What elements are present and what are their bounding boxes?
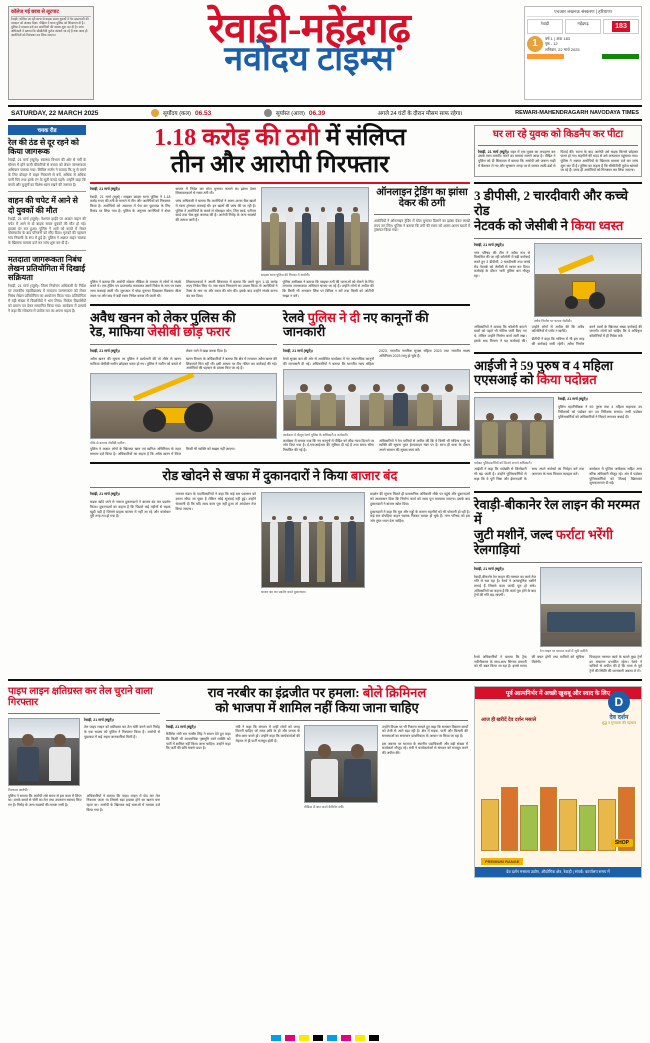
bottom-left-caption: गिरफ्तार आरोपी। xyxy=(8,787,29,792)
divider xyxy=(90,182,470,184)
rail-story xyxy=(8,196,86,245)
mid-right-para: पुलिस महानिरीक्षक ने 59 पुरुष तथा 4 महिला सहायक उप निरीक्षकों को पदोन्नत कर उप निरीक्षक बनाया। सभी पदोन्नत पुलिसकर्मियों को अधिकारियों ने सितारे लगाकर बधाई दी। xyxy=(558,405,642,419)
lead-para: रेवाड़ी, 21 मार्च (ब्यूरो)। साइबर क्राइम थाना पुलिस ने 1.18 करोड़ रुपए की ठगी के मामले में तीन और आरोपियों को गिरफ्तार किया है। आरोपियों को अदालत में पेश कर पूछताछ के लिए रिमांड पर लिया गया है। पुलिस के अनुसार आरोपियों ने शेयर बाजार में निवेश कर मोटा मुनाफा कमाने का झांसा देकर शिकायतकर्ता से रकम ठगी थी। xyxy=(90,186,256,213)
rail-story xyxy=(8,138,86,187)
paper-title-hindi: रेवाड़ी-महेंद्रगढ़ xyxy=(208,5,410,51)
ad-headline: पूर्व आत्मनिर्भर में अच्छी खुशबू और स्वाद के लिए xyxy=(475,687,641,699)
masthead-title-block xyxy=(100,5,518,79)
lead-headline-line1 xyxy=(90,125,470,152)
issue-number: वर्ष 1 | अंक 183 xyxy=(545,36,571,42)
divider xyxy=(90,462,470,464)
right-top-byline: रेवाड़ी, 21 मार्च (ब्यूरो)। xyxy=(478,149,510,154)
sunset-time: 06.39 xyxy=(308,109,326,117)
right-second-headline-1: 3 डीपीसी, 2 चारदीवारी और कच्चे रोड xyxy=(474,187,628,218)
photo-people xyxy=(266,207,364,264)
lower-right-para: रेलवे अधिकारियों ने बताया कि ट्रैक नवीनीकरण के साथ-साथ सिग्नल प्रणाली को भी उन्नत किया जा रहा है। इससे समय की बचत होगी तथा यात्रियों को सुविधा मिलेगी। xyxy=(474,654,585,669)
mid-right-para: कार्यक्रम में पुलिस अधीक्षक सहित अन्य वरिष्ठ अधिकारी मौजूद रहे। अंत में पदोन्नत पुलिसकर्मियों को मिठाई खिलाकर शुभकामनाएं दी गईं। xyxy=(589,467,642,486)
lead-para: जांच अधिकारी ने बताया कि आरोपियों ने अलग-अलग बैंक खातों में रकम ट्रांसफर करवाई थी। इन खातों की जांच की जा रही है। पुलिस ने आरोपियों के कब्जे से मोबाइल फोन, सिम कार्ड, एटीएम कार्ड तथा चेक बुक बरामद की है। आरोपी गिरोह के अन्य सदस्यों की तलाश जारी है। xyxy=(175,199,256,222)
divider xyxy=(374,214,470,215)
mid-left-para: अवैध खनन की सूचना पर पुलिस ने छापेमारी की तो मौके से खनन माफिया जेसीबी मशीन छोड़कर फरार हो गए। पुलिस ने मशीन को कब्जे में लेकर थाने में खड़ा करवा दिया है। xyxy=(90,349,228,366)
divider xyxy=(474,491,642,493)
mid-right-body xyxy=(558,397,642,419)
bottom-left-para: अधिकारियों ने बताया कि पाइप लाइन में छेद कर तेल निकाला जाता था जिससे बड़ा हादसा होने का खतरा बना रहता था। आरोपी के खिलाफ कई धाराओं में मामला दर्ज किया गया है। xyxy=(86,793,160,812)
divider xyxy=(474,182,642,184)
paper-subtitle-hindi: नवोदय टाइम्स xyxy=(224,41,394,79)
page-count: पृष्ठ - 12 xyxy=(545,41,558,47)
moon-icon xyxy=(264,109,272,117)
masthead-edition-box xyxy=(524,6,642,100)
lower-left-para: सड़क खोदे जाने से नाराज दुकानदारों ने बाजार बंद कर प्रदर्शन किया। दुकानदारों का कहना है कि पिछले कई महीनों से सड़क खुदी पड़ी है जिससे ग्राहक बाजार में नहीं आ रहे और कारोबार पूरी तरह ठप हो गया है। xyxy=(90,500,171,519)
right-top-story xyxy=(474,125,642,177)
date-bar xyxy=(8,105,642,121)
right-second-story xyxy=(474,189,642,347)
mid-left-story xyxy=(90,311,277,457)
photo-people xyxy=(12,734,76,780)
ad-shop-button[interactable]: SHOP xyxy=(611,839,633,847)
lower-left-story xyxy=(90,469,470,595)
bottom-center-para: उन्होंने विपक्ष पर भी निशाना साधते हुए कहा कि सरकार विकास कार्यों को तेजी से आगे बढ़ा रही है। क्षेत्र में सड़क, पानी और बिजली की समस्याओं का समाधान प्राथमिकता के आधार पर किया जा रहा है। xyxy=(382,724,468,738)
right-second-body-2 xyxy=(474,325,642,347)
right-second-headline-red: किया ध्वस्त xyxy=(571,217,624,233)
sunrise-time: 06.53 xyxy=(195,109,212,117)
mid-center-headline-post: नए कानूनों की जानकारी xyxy=(283,309,429,340)
lower-left-headline-red: बाजार बंद xyxy=(350,467,398,483)
right-top-body xyxy=(478,150,638,173)
lower-right-headline-red: फर्राटा भरेंगी xyxy=(555,527,613,542)
side-brief-headline: कॉलेज गई छात्रा से लूटपाट xyxy=(11,9,91,17)
lead-body-rest xyxy=(90,280,470,299)
bottom-left-headline: पाइप लाइन क्षतिग्रस्त कर तेल चुराने वाला गिरफ्तार xyxy=(8,685,153,709)
lower-right-headline-post: रेलगाड़ियां xyxy=(474,541,521,557)
right-column xyxy=(474,125,642,674)
mid-center-photo xyxy=(283,369,470,431)
sunrise-segment xyxy=(151,109,211,117)
mid-center-para: कार्यक्रम में बताया गया कि नए कानूनों में पीड़ित को शीघ्र न्याय दिलाने पर जोर दिया गया है। ई-एफआईआर की सुविधा दी गई है तथा समय सीमा निर्धारित की गई है। xyxy=(283,438,374,452)
mid-right-byline: रेवाड़ी, 21 मार्च (ब्यूरो)। xyxy=(558,397,589,402)
photo-people xyxy=(478,413,550,455)
bottom-center-body xyxy=(166,725,300,752)
edition-date: शनिवार, 22 मार्च 2025 xyxy=(545,46,580,52)
lead-headline-line2: तीन और आरोपी गिरफ्तार xyxy=(170,151,390,178)
rail-text: रेवाड़ी, 21 मार्च (ब्यूरो)। जिला निर्वाचन अधिकारी के निर्देश पर राजकीय महाविद्यालय में मतदाता जागरूकता को लेकर निबंध लेखन प्रतियोगिता का आयोजन किया गया। प्रतियोगिता में बड़ी संख्या में विद्यार्थियों ने भाग लिया। विजेता विद्यार्थियों को प्रमाण पत्र देकर सम्मानित किया गया। कार्यक्रम में प्राचार्य ने कहा कि लोकतंत्र में प्रत्येक मत का अपना महत्व है। xyxy=(8,284,86,313)
divider xyxy=(8,191,86,192)
mid-left-headline-1: अवैध खनन को लेकर पुलिस की xyxy=(90,309,236,325)
mid-right-photo xyxy=(474,397,554,459)
right-second-headline-pre: नेटवर्क को जेसीबी ने xyxy=(474,217,568,233)
lead-para: शिकायतकर्ता ने अपनी शिकायत में बताया कि उसने कुल 1.18 करोड़ रुपए निवेश किए थे। जब रकम निकालने का प्रयास किया तो आरोपियों ने टैक्स के नाम पर और रकम की मांग की। इसके बाद उन्होंने संपर्क करना बंद कर दिया। xyxy=(186,279,278,298)
masthead-side-brief xyxy=(8,6,94,100)
divider xyxy=(474,352,642,354)
rail-text: रेवाड़ी, 21 मार्च (ब्यूरो)। स्वास्थ्य विभाग की ओर से गर्मी के मौसम में होने वाली बीमारियों से बचाव को लेकर जागरूकता अभियान चलाया गया। सिविल सर्जन ने बताया कि लू से बचने के लिए दोपहर में बाहर निकलने से बचें, अधिक से अधिक पानी पिएं तथा हल्के रंग के सूती कपड़े पहनें। उन्होंने कहा कि बच्चों और बुजुर्गों का विशेष ध्यान रखने की जरूरत है। xyxy=(8,158,86,187)
right-second-byline: रेवाड़ी, 21 मार्च (ब्यूरो)। xyxy=(474,242,505,247)
mid-left-byline: रेवाड़ी, 21 मार्च (ब्यूरो)। xyxy=(90,349,121,354)
bottom-center-caption: मीडिया से बात करते कैबिनेट मंत्री। xyxy=(304,804,345,809)
rail-headline: वाहन की चपेट में आने से दो युवकों की मौत xyxy=(8,196,78,215)
brand-line: REWARI-MAHENDRAGARH NAVODAYA TIMES xyxy=(515,110,639,116)
divider xyxy=(8,713,160,714)
mid-left-body-2 xyxy=(90,447,277,456)
lower-right-caption: रेल लाइन पर मरम्मत कार्य में जुटी मशीनें। xyxy=(540,648,589,653)
mid-right-headline-1: आईजी ने 59 पुरुष व 4 महिला xyxy=(474,357,614,373)
divider xyxy=(166,720,468,721)
lower-left-para: दुकानदारों ने कहा कि धूल और गड्ढों के कारण राहगीरों को भी परेशानी हो रही है। कई बार दोपहिया वाहन चालक गिरकर घायल हो चुके हैं। नगर परिषद को इस ओर तुरंत ध्यान देना चाहिए। xyxy=(370,509,470,523)
bottom-left-photo xyxy=(8,718,80,786)
divider xyxy=(8,250,86,251)
mid-right-headline-red: किया पदोन्नत xyxy=(536,372,597,388)
side-brief-text: रेवाड़ी। कॉलेज जा रही छात्रा से बाइक सवार युवकों ने चेन झपटमारी की वारदात को अंजाम दिया। पीड़िता ने थाना पुलिस को शिकायत दी है। पुलिस ने मामला दर्ज कर आरोपियों की तलाश शुरू कर दी है। जांच अधिकारी ने बताया कि सीसीटीवी फुटेज खंगाले जा रहे हैं तथा जल्द ही आरोपियों को गिरफ्तार कर लिया जाएगा। xyxy=(11,17,89,37)
lower-right-body xyxy=(474,567,536,598)
lower-right-para: फिलहाल मरम्मत कार्य के चलते कुछ ट्रेनों का संचालन प्रभावित रहेगा। रेलवे ने यात्रियों से अपील की है कि यात्रा से पूर्व ट्रेनों की स्थिति की जानकारी अवश्य ले लें। xyxy=(589,654,642,673)
divider xyxy=(474,562,642,563)
bottom-center-para: इस अवसर पर भाजपा के स्थानीय पदाधिकारी और बड़ी संख्या में कार्यकर्ता मौजूद रहे। मंत्री ने कार्यकर्ताओं से संगठन को मजबूत करने की अपील की। xyxy=(382,741,468,755)
bottom-left-body xyxy=(84,718,160,740)
lead-headline-rest: में संलिप्त xyxy=(325,125,406,151)
mid-right-body-2 xyxy=(474,467,642,486)
bottom-center-para: कैबिनेट मंत्री राव नरबीर सिंह ने बयान देते हुए कहा कि किसी भी आपराधिक पृष्ठभूमि वाले व्यक्ति को पार्टी में शामिल नहीं किया जाना चाहिए। उन्होंने कहा कि पार्टी की छवि सबसे ऊपर है। xyxy=(166,732,231,751)
bottom-left-body-2 xyxy=(8,794,160,813)
ad-brand: देव दर्शन xyxy=(609,714,629,721)
lower-left-para: प्रदर्शन की सूचना मिलते ही प्रशासनिक अधिकारी मौके पर पहुंचे और दुकानदारों को आश्वासन दिया कि निर्माण कार्य को जल्द पूरा करवाया जाएगा। इसके बाद दुकानदारों ने बाजार खोल दिया। xyxy=(370,492,470,506)
bottom-center-body-2 xyxy=(382,725,468,756)
lead-para: पुलिस अधीक्षक ने बताया कि साइबर ठगी की घटनाओं को रोकने के लिए लगातार जागरूकता अभियान चलाए जा रहे हैं। उन्होंने लोगों से अपील की कि किसी भी अनजान लिंक पर क्लिक न करें तथा किसी को ओटीपी साझा न करें। xyxy=(282,279,374,298)
lower-right-byline: रेवाड़ी, 21 मार्च (ब्यूरो)। xyxy=(474,566,505,571)
mid-right-story xyxy=(474,359,642,487)
mid-center-headline-red: पुलिस ने दी xyxy=(307,309,360,325)
masthead xyxy=(8,6,642,102)
lower-left-body xyxy=(90,492,256,519)
ad-ribbon: PREMIUM RANGE xyxy=(481,858,523,865)
lead-photo xyxy=(261,187,369,271)
mid-row xyxy=(90,311,470,457)
sun-icon xyxy=(151,109,159,117)
divider xyxy=(478,145,638,146)
lead-byline: रेवाड़ी, 21 मार्च (ब्यूरो)। xyxy=(90,186,121,191)
lead-headline-red: 1.18 करोड़ की ठगी xyxy=(154,125,320,151)
lower-right-body-2 xyxy=(474,655,642,674)
rail-text: रेवाड़ी, 21 मार्च (ब्यूरो)। नेशनल हाईवे पर अज्ञात वाहन की चपेट में आने से दो बाइक सवार युवकों की मौत हो गई। हादसा देर रात हुआ। पुलिस ने शवों को कब्जे में लेकर पोस्टमार्टम के बाद परिजनों को सौंप दिया। मृतकों की पहचान गांव निवासी के रूप में हुई है। पुलिस ने अज्ञात वाहन चालक के खिलाफ मामला दर्ज कर जांच शुरू कर दी है। xyxy=(8,216,86,246)
sunset-segment xyxy=(264,109,325,117)
divider xyxy=(90,344,277,345)
rail-headline: मतदाता जागरूकता निबंध लेखन प्रतियोगिता में दिखाई सक्रियता xyxy=(8,254,86,283)
mid-center-para: अधिकारियों ने रेल यात्रियों से अपील की कि वे किसी भी संदिग्ध वस्तु या व्यक्ति की सूचना तुरंत हेल्पलाइन नंबर पर दें। साथ ही यात्रा के दौरान अपने सामान की सुरक्षा स्वयं करें। xyxy=(379,438,470,452)
bottom-center-photo xyxy=(304,725,378,803)
lower-right-headline-1: रेवाड़ी-बीकानेर रेल लाइन की मरम्मत में xyxy=(474,497,640,528)
mid-left-photo xyxy=(90,373,277,439)
date-segment xyxy=(11,110,98,117)
divider xyxy=(474,392,642,393)
brand-mark-icon: D xyxy=(608,691,630,713)
right-second-headline-2 xyxy=(474,219,642,234)
photo-people xyxy=(266,516,360,582)
lower-right-headline-2 xyxy=(474,528,642,558)
lower-left-headline xyxy=(90,469,470,484)
rail-story xyxy=(8,255,86,314)
bottom-center-story xyxy=(166,686,468,878)
ad-panel[interactable] xyxy=(474,686,642,878)
rail-badge: चयक रीड xyxy=(8,125,86,135)
main-column xyxy=(90,125,470,674)
subbox-text: आरोपियों ने ऑनलाइन ट्रेडिंग में मोटा मुनाफा दिलाने का झांसा देकर लाखों रुपए ठग लिए। पुलिस ने बताया कि ठगी की रकम को अलग-अलग खातों में ट्रांसफर किया गया। xyxy=(374,218,470,233)
lower-right-photo xyxy=(540,567,642,647)
mid-right-caption: पदोन्नत पुलिसकर्मियों को सितारे लगाते अधिकारी। xyxy=(474,461,532,466)
mid-left-caption: मौके से बरामद जेसीबी मशीन। xyxy=(90,441,126,446)
right-second-para: डीटीपी ने कहा कि भविष्य में भी इस तरह की कार्रवाई जारी रहेगी। अवैध निर्माण करने वालों के खिलाफ सख्त कार्रवाई की जाएगी। लोगों को चाहिए कि वे अधिकृत कॉलोनियों में ही निवेश करें। xyxy=(531,324,642,346)
ad-tagline: शुद्ध व गुणवत्ता की पहचान xyxy=(601,720,636,725)
mid-center-story xyxy=(283,311,470,457)
bottom-row xyxy=(8,686,642,878)
issue-badge: 183 xyxy=(603,19,639,34)
mid-center-headline-pre: रेलवे xyxy=(283,309,305,325)
mid-left-headline-pre: रेड, माफिया xyxy=(90,324,145,340)
lower-left-photo xyxy=(261,492,365,588)
bottom-left-byline: रेवाड़ी, 21 मार्च (ब्यूरो)। xyxy=(84,717,115,722)
bottom-center-headline-1 xyxy=(166,686,468,701)
right-top-text: शहर में एक युवक का अपहरण कर उसके साथ मारपीट करने का मामला सामने आया है। पीड़ित ने पुलिस को दी शिकायत में बताया कि आरोपी उसे जबरन गाड़ी में बैठाकर ले गए और सुनसान जगह पर ले जाकर लाठी-डंडों से पिटाई की। घटना के बाद आरोपी उसे सड़क किनारे छोड़कर फरार हो गए। राहगीरों की मदद से उसे अस्पताल पहुंचाया गया। पुलिस ने अज्ञात आरोपियों के खिलाफ मामला दर्ज कर जांच शुरू कर दी है। पुलिस का कहना है कि सीसीटीवी फुटेज खंगाले जा रहे हैं। जल्द ही आरोपियों को गिरफ्तार कर लिया जाएगा। xyxy=(478,149,638,173)
lead-body-left xyxy=(90,187,256,223)
mid-center-para: रेलवे सुरक्षा बल की ओर से आयोजित कार्यक्रम में नए आपराधिक कानूनों की जानकारी दी गई। अधिकारियों ने बताया कि भारतीय न्याय संहिता 2023, भारतीय नागरिक सुरक्षा संहिता 2023 तथा भारतीय साक्ष्य अधिनियम 2023 लागू हो चुके हैं। xyxy=(283,349,470,366)
right-second-caption: अवैध निर्माण पर चलता जेसीबी। xyxy=(534,318,572,323)
advertisement[interactable] xyxy=(474,686,642,878)
train-icon xyxy=(547,612,635,632)
lower-left-caption: बाजार बंद कर प्रदर्शन करते दुकानदार। xyxy=(261,590,307,595)
divider xyxy=(474,238,642,239)
mid-left-para: पुलिस ने अज्ञात लोगों के खिलाफ खान एवं खनिज अधिनियम के तहत मामला दर्ज किया है। अधिकारियों का कहना है कि अवैध खनन में लिप्त किसी भी व्यक्ति को बख्शा नहीं जाएगा। xyxy=(90,447,236,456)
photo-people xyxy=(291,384,461,426)
edition-city-1: रेवाड़ी xyxy=(527,19,563,34)
mid-right-headline-2 xyxy=(474,373,642,388)
mid-left-headline-red: जेसीबी छोड़ फरार xyxy=(147,324,231,340)
rail-track xyxy=(541,633,641,639)
bottom-left-para: पुलिस ने बताया कि आरोपी लंबे समय से इस काम में लिप्त था। उसके कब्जे से चोरी का तेल तथा उपकरण बरामद किए गए हैं। गिरोह के अन्य सदस्यों की तलाश जारी है। xyxy=(8,793,82,807)
ad-subhead: आज ही खरीदें देव दर्शन मसाले xyxy=(481,716,537,723)
jcb-machine-icon xyxy=(124,396,228,432)
bottom-center-byline: रेवाड़ी, 21 मार्च (ब्यूरो)। xyxy=(166,724,197,729)
lead-para: पुलिस ने बताया कि आरोपी सोशल मीडिया के माध्यम से लोगों से संपर्क करते थे। एक ट्रेडिंग एप डाउनलोड करवाकर उसमें निवेश के नाम पर रकम जमा करवाई जाती थी। शुरुआत में थोड़ा मुनाफा दिखाकर विश्वास जीता जाता था और बाद में बड़ी रकम निवेश करवा ली जाती थी। xyxy=(90,279,182,298)
mid-center-byline: रेवाड़ी, 21 मार्च (ब्यूरो)। xyxy=(283,349,314,354)
jcb-machine-icon xyxy=(554,268,613,308)
mid-center-body-2 xyxy=(283,439,470,455)
print-color-bar xyxy=(8,1035,642,1041)
mid-center-caption: कार्यक्रम में मौजूद रेलवे पुलिस के अधिकारी व कर्मचारी। xyxy=(283,432,348,437)
edition-logo xyxy=(527,36,639,52)
bottom-center-para: मंत्री ने कहा कि संगठन में उन्हीं लोगों को जगह मिलनी चाहिए जो साफ छवि के हों और जनता के बीच काम करते हों। उन्होंने कहा कि कार्यकर्ताओं की मेहनत से ही पार्टी मजबूत होती है। xyxy=(235,724,300,743)
mid-left-body xyxy=(90,349,277,371)
logo-mark-icon: 1 xyxy=(527,36,543,52)
right-second-photo xyxy=(534,243,642,317)
divider xyxy=(8,679,642,681)
right-second-para: अधिकारियों ने बताया कि कॉलोनी काटने वालों को पहले भी नोटिस जारी किए गए थे, लेकिन उन्होंने निर्माण कार्य जारी रखा। इसके बाद विभाग ने यह कार्रवाई की। उन्होंने लोगों से अपील की कि अवैध कॉलोनियों में प्लॉट न खरीदें। xyxy=(474,324,585,343)
left-rail xyxy=(8,125,86,674)
divider xyxy=(90,487,470,488)
ad-logo xyxy=(602,691,636,726)
rail-headline: रेल की ठंड से दूर रहने को किया जागरूक xyxy=(8,138,79,157)
bottom-center-headline-red: बोले क्रिमिनल xyxy=(362,684,427,700)
lead-photo-caption: साइबर थाना पुलिस की गिरफ्त में आरोपी। xyxy=(261,272,310,277)
right-top-headline: घर ला रहे युवक को किडनैप कर पीटा xyxy=(492,129,624,140)
lower-right-para: रेवाड़ी-बीकानेर रेल लाइन की मरम्मत का कार्य तेज गति से चल रहा है। रेलवे ने अत्याधुनिक मशीनें लगाई हैं जिससे काम जल्दी पूरा हो सके। अधिकारियों का कहना है कि कार्य पूरा होने के बाद ट्रेनों की गति बढ़ जाएगी। xyxy=(474,574,536,598)
lower-left-body-2 xyxy=(370,492,470,523)
lower-left-headline-pre: रोड खोदने से खफा में दुकानदारों ने किया xyxy=(162,467,348,483)
mid-center-body xyxy=(283,349,470,366)
date-text: SATURDAY, 22 MARCH 2025 xyxy=(11,109,99,117)
lower-right-headline-pre: जुटी मशीनें, जल्द xyxy=(474,527,553,542)
sunrise-label: सूर्योदय (कल) xyxy=(162,111,192,117)
weather-note: अगले 24 घंटों के दौरान मौसम साफ रहेगा। xyxy=(377,111,463,117)
mid-center-headline xyxy=(283,311,470,341)
bottom-center-headline-pre: राव नरबीर का इंद्रजीत पर हमला: xyxy=(207,684,360,700)
sunset-label: सूर्यास्त (आज) xyxy=(275,111,305,117)
lower-left-para: व्यापार मंडल के पदाधिकारियों ने कहा कि कई बार प्रशासन को ज्ञापन सौंपा जा चुका है लेकिन कोई सुनवाई नहीं हुई। उन्होंने चेतावनी दी कि यदि जल्द काम पूरा नहीं हुआ तो आंदोलन तेज किया जाएगा। xyxy=(175,492,256,511)
right-second-para: नगर परिषद की टीम ने अवैध रूप से विकसित की जा रही कॉलोनी में बड़ी कार्रवाई करते हुए 3 डीपीसी, 2 चारदीवारी तथा कच्चे रोड नेटवर्क को जेसीबी से ध्वस्त कर दिया। कार्रवाई के दौरान भारी पुलिस बल मौजूद रहा। xyxy=(474,250,530,278)
bottom-center-headline-2: को भाजपा में शामिल नहीं किया जाना चाहिए xyxy=(215,699,419,715)
mid-left-para: खनन विभाग के अधिकारियों ने बताया कि क्षेत्र में लगातार अवैध खनन की शिकायतें मिल रही थीं। इसी आधार पर टीम गठित कर कार्रवाई की गई। आरोपियों की पहचान के प्रयास किए जा रहे हैं। xyxy=(186,357,277,371)
divider xyxy=(90,304,470,306)
ad-footer: देव दर्शन मसाला उद्योग, औद्योगिक क्षेत्र, रेवाड़ी | संपर्क: कार्यालय समय में xyxy=(475,867,641,877)
bottom-left-story xyxy=(8,686,160,878)
edition-city-2: महेंद्रगढ़ xyxy=(565,19,601,34)
divider xyxy=(283,344,470,345)
lower-right-story xyxy=(474,498,642,674)
subbox-headline: ऑनलाइन ट्रेडिंग का झांसा देकर की ठगी xyxy=(376,186,468,210)
bottom-left-para: तेल पाइप लाइन को क्षतिग्रस्त कर तेल चोरी करने वाले गिरोह के एक सदस्य को पुलिस ने गिरफ्तार किया है। आरोपी से पूछताछ में कई अहम जानकारियां मिली हैं। xyxy=(84,725,160,739)
lower-left-byline: रेवाड़ी, 21 मार्च (ब्यूरो)। xyxy=(90,492,121,497)
photo-people xyxy=(308,744,374,797)
edition-region: एचआर लखनऊ संस्करण | हरियाणा xyxy=(527,9,639,17)
page-grid xyxy=(8,125,642,674)
mid-right-headline-pre: एएसआई को xyxy=(474,372,534,388)
right-second-body xyxy=(474,243,530,279)
lead-story xyxy=(90,125,470,299)
mid-right-para: आईजी ने कहा कि पदोन्नति से जिम्मेदारी भी बढ़ जाती है। उन्होंने पुलिसकर्मियों से कहा कि वे पूरी निष्ठा और ईमानदारी के साथ अपने कर्तव्यों का निर्वहन करें तथा आमजन के साथ मित्रवत व्यवहार करें। xyxy=(474,467,585,481)
flag-strip xyxy=(527,54,639,59)
mid-left-headline-2 xyxy=(90,325,277,340)
